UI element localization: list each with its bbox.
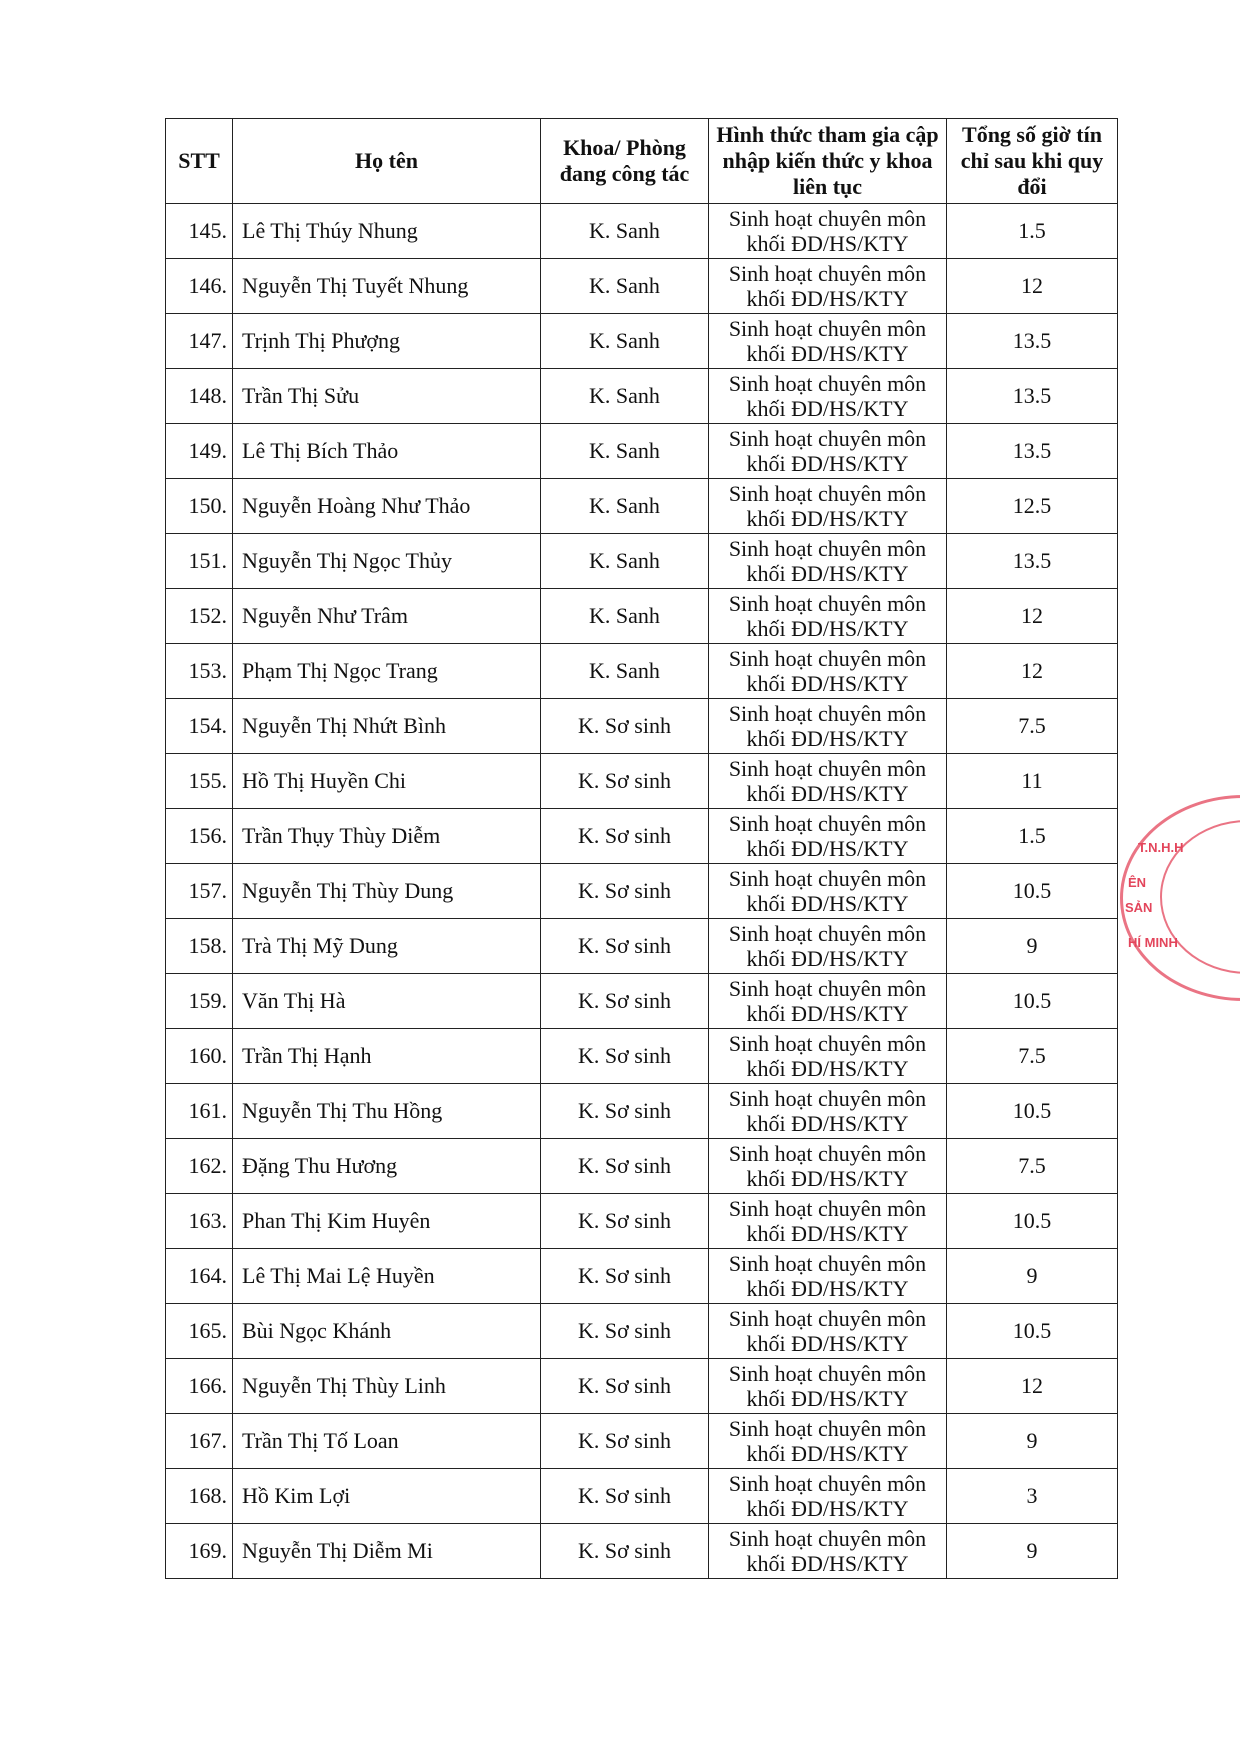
participation-form-cell: Sinh hoạt chuyên môn khối ĐD/HS/KTY: [709, 424, 947, 479]
seal-text: T.N.H.H: [1138, 840, 1184, 855]
credit-hours-cell: 10.5: [947, 1304, 1118, 1359]
full-name-cell: Nguyễn Thị Thùy Dung: [233, 864, 541, 919]
row-number-cell: 165.: [166, 1304, 233, 1359]
row-number-cell: 159.: [166, 974, 233, 1029]
full-name-cell: Phạm Thị Ngọc Trang: [233, 644, 541, 699]
credit-hours-cell: 11: [947, 754, 1118, 809]
department-cell: K. Sơ sinh: [541, 1029, 709, 1084]
department-cell: K. Sơ sinh: [541, 1414, 709, 1469]
row-number-cell: 155.: [166, 754, 233, 809]
row-number-cell: 152.: [166, 589, 233, 644]
department-cell: K. Sơ sinh: [541, 864, 709, 919]
department-cell: K. Sơ sinh: [541, 754, 709, 809]
full-name-cell: Nguyễn Như Trâm: [233, 589, 541, 644]
table-row: [166, 1524, 1118, 1579]
full-name-cell: Trần Thị Hạnh: [233, 1029, 541, 1084]
full-name-cell: Hồ Thị Huyền Chi: [233, 754, 541, 809]
credit-hours-cell: 3: [947, 1469, 1118, 1524]
credit-hours-cell: 1.5: [947, 809, 1118, 864]
table-body: [166, 204, 1118, 1579]
department-cell: K. Sanh: [541, 369, 709, 424]
department-cell: K. Sanh: [541, 534, 709, 589]
credit-hours-cell: 9: [947, 1249, 1118, 1304]
participation-form-cell: Sinh hoạt chuyên môn khối ĐD/HS/KTY: [709, 1029, 947, 1084]
participation-form-cell: Sinh hoạt chuyên môn khối ĐD/HS/KTY: [709, 479, 947, 534]
credit-hours-cell: 12: [947, 589, 1118, 644]
credit-hours-cell: 9: [947, 1414, 1118, 1469]
participation-form-cell: Sinh hoạt chuyên môn khối ĐD/HS/KTY: [709, 1194, 947, 1249]
table-row: [166, 1414, 1118, 1469]
full-name-cell: Đặng Thu Hương: [233, 1139, 541, 1194]
row-number-cell: 146.: [166, 259, 233, 314]
full-name-cell: Trần Thị Sửu: [233, 369, 541, 424]
full-name-cell: Trần Thị Tố Loan: [233, 1414, 541, 1469]
full-name-cell: Hồ Kim Lợi: [233, 1469, 541, 1524]
participation-form-cell: Sinh hoạt chuyên môn khối ĐD/HS/KTY: [709, 974, 947, 1029]
participation-form-cell: Sinh hoạt chuyên môn khối ĐD/HS/KTY: [709, 1414, 947, 1469]
table-row: [166, 864, 1118, 919]
department-cell: K. Sanh: [541, 589, 709, 644]
full-name-cell: Trịnh Thị Phượng: [233, 314, 541, 369]
table-row: [166, 589, 1118, 644]
department-cell: K. Sanh: [541, 314, 709, 369]
participation-form-cell: Sinh hoạt chuyên môn khối ĐD/HS/KTY: [709, 1249, 947, 1304]
department-cell: K. Sơ sinh: [541, 919, 709, 974]
table-row: [166, 369, 1118, 424]
table-row: [166, 204, 1118, 259]
department-cell: K. Sanh: [541, 424, 709, 479]
credit-hours-cell: 9: [947, 1524, 1118, 1579]
credit-hours-cell: 7.5: [947, 699, 1118, 754]
staff-hours-table: [165, 118, 1118, 1579]
row-number-cell: 161.: [166, 1084, 233, 1139]
department-cell: K. Sơ sinh: [541, 1249, 709, 1304]
department-cell: K. Sơ sinh: [541, 1194, 709, 1249]
participation-form-cell: Sinh hoạt chuyên môn khối ĐD/HS/KTY: [709, 864, 947, 919]
participation-form-cell: Sinh hoạt chuyên môn khối ĐD/HS/KTY: [709, 589, 947, 644]
full-name-cell: Lê Thị Mai Lệ Huyền: [233, 1249, 541, 1304]
full-name-cell: Bùi Ngọc Khánh: [233, 1304, 541, 1359]
table-row: [166, 1139, 1118, 1194]
header-stt: STT: [166, 119, 233, 204]
table-row: [166, 424, 1118, 479]
row-number-cell: 166.: [166, 1359, 233, 1414]
table-row: [166, 974, 1118, 1029]
row-number-cell: 167.: [166, 1414, 233, 1469]
participation-form-cell: Sinh hoạt chuyên môn khối ĐD/HS/KTY: [709, 1524, 947, 1579]
credit-hours-cell: 10.5: [947, 864, 1118, 919]
credit-hours-cell: 13.5: [947, 314, 1118, 369]
credit-hours-cell: 12: [947, 1359, 1118, 1414]
credit-hours-cell: 13.5: [947, 424, 1118, 479]
credit-hours-cell: 13.5: [947, 534, 1118, 589]
full-name-cell: Lê Thị Thúy Nhung: [233, 204, 541, 259]
seal-text: HÍ MINH: [1128, 935, 1178, 950]
department-cell: K. Sơ sinh: [541, 699, 709, 754]
full-name-cell: Nguyễn Thị Thu Hồng: [233, 1084, 541, 1139]
department-cell: K. Sơ sinh: [541, 1359, 709, 1414]
credit-hours-cell: 12: [947, 644, 1118, 699]
table-row: [166, 534, 1118, 589]
department-cell: K. Sanh: [541, 644, 709, 699]
row-number-cell: 147.: [166, 314, 233, 369]
table-row: [166, 809, 1118, 864]
participation-form-cell: Sinh hoạt chuyên môn khối ĐD/HS/KTY: [709, 699, 947, 754]
row-number-cell: 156.: [166, 809, 233, 864]
department-cell: K. Sanh: [541, 479, 709, 534]
department-cell: K. Sơ sinh: [541, 1469, 709, 1524]
credit-hours-cell: 10.5: [947, 1084, 1118, 1139]
header-department: Khoa/ Phòng đang công tác: [541, 119, 709, 204]
full-name-cell: Trần Thụy Thùy Diễm: [233, 809, 541, 864]
participation-form-cell: Sinh hoạt chuyên môn khối ĐD/HS/KTY: [709, 314, 947, 369]
credit-hours-cell: 13.5: [947, 369, 1118, 424]
table-row: [166, 754, 1118, 809]
participation-form-cell: Sinh hoạt chuyên môn khối ĐD/HS/KTY: [709, 1359, 947, 1414]
table-row: [166, 1194, 1118, 1249]
full-name-cell: Nguyễn Thị Tuyết Nhung: [233, 259, 541, 314]
row-number-cell: 157.: [166, 864, 233, 919]
header-credit-hours: Tổng số giờ tín chỉ sau khi quy đổi: [947, 119, 1118, 204]
full-name-cell: Trà Thị Mỹ Dung: [233, 919, 541, 974]
table-row: [166, 1469, 1118, 1524]
seal-text: SẢN: [1125, 900, 1153, 915]
row-number-cell: 153.: [166, 644, 233, 699]
participation-form-cell: Sinh hoạt chuyên môn khối ĐD/HS/KTY: [709, 1139, 947, 1194]
seal-text: ÊN: [1128, 875, 1147, 890]
credit-hours-cell: 10.5: [947, 974, 1118, 1029]
department-cell: K. Sơ sinh: [541, 1524, 709, 1579]
participation-form-cell: Sinh hoạt chuyên môn khối ĐD/HS/KTY: [709, 369, 947, 424]
row-number-cell: 158.: [166, 919, 233, 974]
department-cell: K. Sơ sinh: [541, 1084, 709, 1139]
full-name-cell: Nguyễn Thị Diễm Mi: [233, 1524, 541, 1579]
full-name-cell: Văn Thị Hà: [233, 974, 541, 1029]
row-number-cell: 145.: [166, 204, 233, 259]
row-number-cell: 149.: [166, 424, 233, 479]
full-name-cell: Nguyễn Thị Nhứt Bình: [233, 699, 541, 754]
table-row: [166, 699, 1118, 754]
header-name: Họ tên: [233, 119, 541, 204]
participation-form-cell: Sinh hoạt chuyên môn khối ĐD/HS/KTY: [709, 204, 947, 259]
full-name-cell: Nguyễn Hoàng Như Thảo: [233, 479, 541, 534]
table-row: [166, 1029, 1118, 1084]
participation-form-cell: Sinh hoạt chuyên môn khối ĐD/HS/KTY: [709, 1304, 947, 1359]
row-number-cell: 169.: [166, 1524, 233, 1579]
credit-hours-cell: 1.5: [947, 204, 1118, 259]
participation-form-cell: Sinh hoạt chuyên môn khối ĐD/HS/KTY: [709, 644, 947, 699]
table-row: [166, 259, 1118, 314]
table-row: [166, 919, 1118, 974]
department-cell: K. Sơ sinh: [541, 1139, 709, 1194]
table-row: [166, 644, 1118, 699]
row-number-cell: 168.: [166, 1469, 233, 1524]
department-cell: K. Sanh: [541, 204, 709, 259]
department-cell: K. Sơ sinh: [541, 1304, 709, 1359]
participation-form-cell: Sinh hoạt chuyên môn khối ĐD/HS/KTY: [709, 1469, 947, 1524]
participation-form-cell: Sinh hoạt chuyên môn khối ĐD/HS/KTY: [709, 919, 947, 974]
credit-hours-cell: 9: [947, 919, 1118, 974]
credit-hours-cell: 7.5: [947, 1029, 1118, 1084]
row-number-cell: 164.: [166, 1249, 233, 1304]
full-name-cell: Phan Thị Kim Huyên: [233, 1194, 541, 1249]
full-name-cell: Nguyễn Thị Ngọc Thủy: [233, 534, 541, 589]
department-cell: K. Sơ sinh: [541, 809, 709, 864]
row-number-cell: 148.: [166, 369, 233, 424]
table-header-row: [166, 119, 1118, 204]
credit-hours-cell: 12: [947, 259, 1118, 314]
participation-form-cell: Sinh hoạt chuyên môn khối ĐD/HS/KTY: [709, 534, 947, 589]
department-cell: K. Sơ sinh: [541, 974, 709, 1029]
header-participation-form: Hình thức tham gia cập nhập kiến thức y khoa liên tục: [709, 119, 947, 204]
participation-form-cell: Sinh hoạt chuyên môn khối ĐD/HS/KTY: [709, 809, 947, 864]
row-number-cell: 163.: [166, 1194, 233, 1249]
row-number-cell: 160.: [166, 1029, 233, 1084]
row-number-cell: 162.: [166, 1139, 233, 1194]
table-row: [166, 1304, 1118, 1359]
participation-form-cell: Sinh hoạt chuyên môn khối ĐD/HS/KTY: [709, 259, 947, 314]
table-row: [166, 479, 1118, 534]
full-name-cell: Nguyễn Thị Thùy Linh: [233, 1359, 541, 1414]
table-row: [166, 1084, 1118, 1139]
row-number-cell: 150.: [166, 479, 233, 534]
full-name-cell: Lê Thị Bích Thảo: [233, 424, 541, 479]
table-row: [166, 314, 1118, 369]
credit-hours-cell: 7.5: [947, 1139, 1118, 1194]
table-row: [166, 1359, 1118, 1414]
credit-hours-cell: 12.5: [947, 479, 1118, 534]
row-number-cell: 151.: [166, 534, 233, 589]
table-row: [166, 1249, 1118, 1304]
row-number-cell: 154.: [166, 699, 233, 754]
credit-hours-cell: 10.5: [947, 1194, 1118, 1249]
participation-form-cell: Sinh hoạt chuyên môn khối ĐD/HS/KTY: [709, 1084, 947, 1139]
department-cell: K. Sanh: [541, 259, 709, 314]
participation-form-cell: Sinh hoạt chuyên môn khối ĐD/HS/KTY: [709, 754, 947, 809]
